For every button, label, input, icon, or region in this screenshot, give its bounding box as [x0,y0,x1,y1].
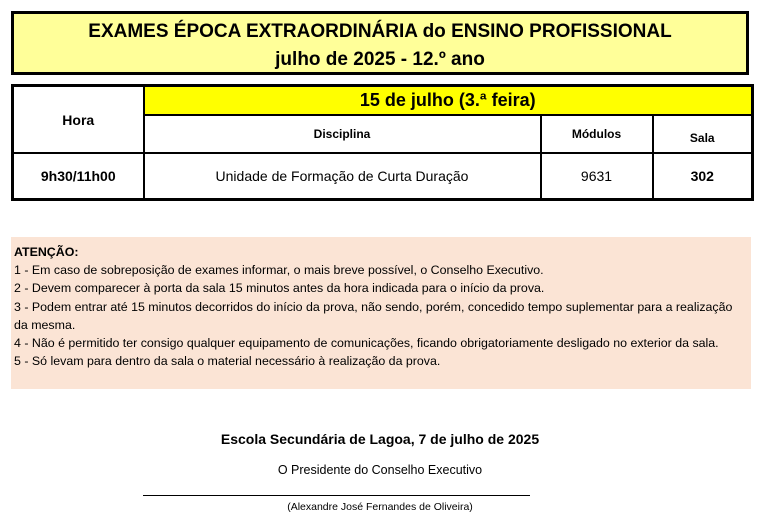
exam-date-header: 15 de julho (3.ª feira) [144,86,753,116]
document-title: EXAMES ÉPOCA EXTRAORDINÁRIA do ENSINO PROFISSIONAL [88,21,672,42]
notice-item: 1 - Em caso de sobreposição de exames informar, o mais breve possível, o Conselho Executivo. [14,263,544,278]
school-date-line: Escola Secundária de Lagoa, 7 de julho de 2025 [220,431,540,447]
disciplina-header: Disciplina [144,115,541,153]
table-row [13,153,753,200]
signer-name: (Alexandre José Fernandes de Oliveira) [287,501,473,513]
modulos-cell: 9631 [541,153,653,200]
exam-schedule-table [11,84,754,201]
sala-header: Sala [653,115,753,153]
document-title-box [11,11,749,75]
notice-box [11,237,751,389]
notice-item: 3 - Podem entrar até 15 minutos decorridos do início da prova, não sendo, porém, concedido tempo suplementar para a realização da mesma. [14,299,733,332]
document-subtitle: julho de 2025 - 12.º ano [275,49,485,70]
disciplina-cell: Unidade de Formação de Curta Duração [144,153,541,200]
signature-line [143,495,530,496]
notice-item: 4 - Não é permitido ter consigo qualquer equipamento de comunicações, ficando obrigatoriamente desligado no exterior da sala. [14,336,719,351]
notice-item: 5 - Só levam para dentro da sala o material necessário à realização da prova. [14,354,441,369]
modulos-header: Módulos [541,115,653,153]
sala-cell: 302 [653,153,753,200]
hora-cell: 9h30/11h00 [13,153,144,200]
notice-item: 2 - Devem comparecer à porta da sala 15 minutos antes da hora indicada para o início da prova. [14,281,545,296]
hora-header: Hora [13,86,144,154]
notice-title: ATENÇÃO: [14,245,79,259]
president-title: O Presidente do Conselho Executivo [277,463,483,477]
